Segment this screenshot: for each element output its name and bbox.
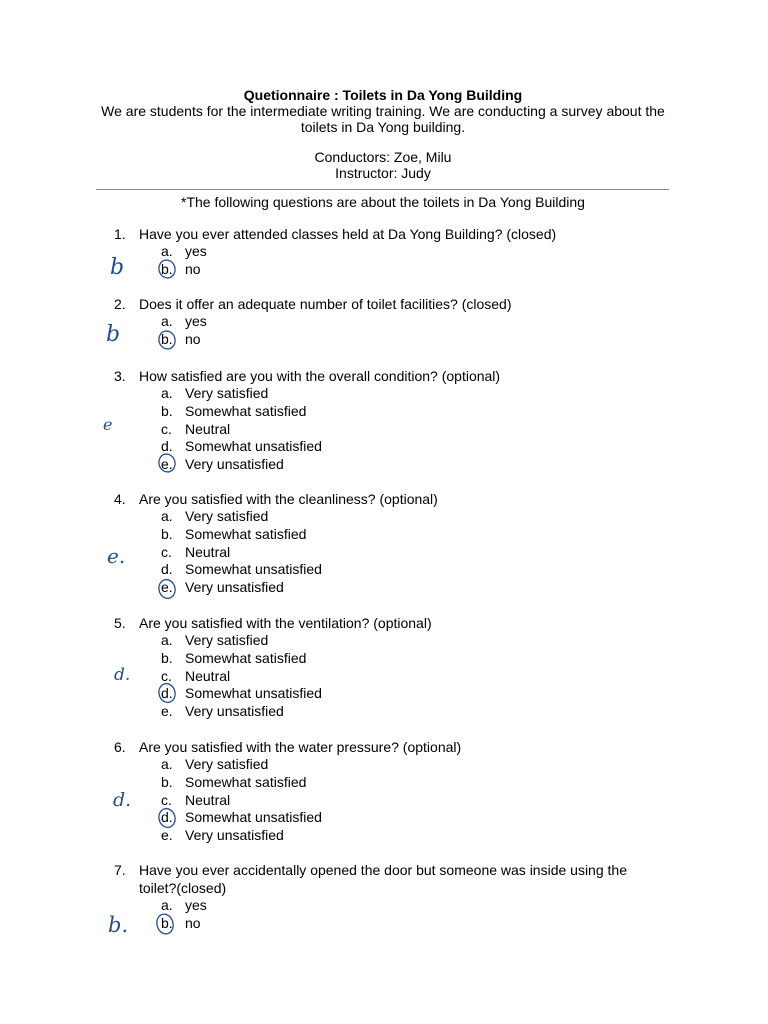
option-text: Very satisfied: [185, 632, 269, 648]
option-text: yes: [185, 243, 207, 259]
option-list: [161, 385, 654, 474]
question-row: [114, 861, 654, 897]
option-text: Somewhat satisfied: [185, 525, 307, 542]
margin-answer-q3: e: [103, 415, 113, 434]
question-text: Are you satisfied with the cleanliness? (optional): [139, 491, 438, 507]
option-letter: c.: [161, 543, 172, 560]
document-title: Quetionnaire : Toilets in Da Yong Building: [243, 87, 523, 103]
option-text: Neutral: [185, 543, 231, 560]
answer-option: [161, 579, 654, 597]
option-text: Somewhat satisfied: [185, 649, 307, 666]
option-text: Neutral: [185, 667, 231, 684]
question-text: Have you ever accidentally opened the door but someone was inside using the toilet?(closed): [139, 862, 627, 896]
option-letter: e.: [161, 827, 173, 844]
option-letter: b.: [161, 649, 173, 666]
answer-option: [161, 809, 654, 827]
option-letter: b.: [161, 260, 173, 277]
option-letter: a.: [161, 385, 173, 401]
margin-answer-q5: d.: [114, 665, 131, 685]
answer-option: [161, 650, 654, 668]
option-text: yes: [185, 897, 207, 913]
answer-option: [161, 897, 654, 915]
question-6: [114, 738, 654, 845]
question-7: [114, 861, 654, 933]
option-text: Somewhat unsatisfied: [185, 561, 322, 578]
option-letter: a.: [161, 313, 173, 329]
option-text: Very unsatisfied: [185, 703, 284, 720]
option-text: yes: [185, 313, 207, 329]
option-text: Somewhat unsatisfied: [185, 809, 322, 826]
option-letter: a.: [161, 756, 173, 772]
option-text: Neutral: [185, 420, 231, 437]
question-2: [114, 295, 654, 349]
option-list: [161, 897, 654, 933]
intro-text: We are students for the intermediate writing training. We are conducting a survey about the toilets in Da Yong building.: [101, 103, 665, 135]
option-list: [161, 313, 654, 349]
option-letter: e.: [161, 579, 173, 596]
question-row: [114, 295, 654, 313]
margin-answer-q4: e.: [107, 544, 126, 568]
option-list: [161, 756, 654, 845]
option-letter: b.: [161, 525, 173, 542]
option-text: Very unsatisfied: [185, 456, 284, 473]
option-text: Very satisfied: [185, 385, 269, 401]
question-number: 2.: [114, 296, 126, 312]
margin-answer-q1: b: [110, 255, 125, 280]
margin-answer-q6: d.: [113, 789, 132, 811]
option-text: Somewhat satisfied: [185, 773, 307, 790]
question-number: 6.: [114, 739, 126, 755]
option-letter: c.: [161, 420, 172, 437]
question-text: Have you ever attended classes held at Da Yong Building? (closed): [139, 226, 557, 242]
option-text: Neutral: [185, 791, 231, 808]
option-letter: c.: [161, 667, 172, 684]
option-text: Somewhat satisfied: [185, 402, 307, 419]
margin-answer-q2: b: [106, 322, 121, 347]
answer-option: [161, 774, 654, 792]
answer-option: [161, 561, 654, 579]
question-3: [114, 367, 654, 474]
answer-option: [161, 385, 654, 403]
answer-option: [161, 526, 654, 544]
answer-option: [161, 508, 654, 526]
question-row: [114, 490, 654, 508]
answer-option: [161, 792, 654, 810]
question-row: [114, 367, 654, 385]
question-number: 5.: [114, 615, 126, 631]
answer-option: [161, 668, 654, 686]
answer-option: [161, 403, 654, 421]
margin-answer-q7: b.: [108, 913, 129, 937]
option-list: [161, 508, 654, 597]
option-letter: e.: [161, 703, 173, 720]
answer-option: [161, 827, 654, 845]
option-letter: d.: [161, 438, 173, 455]
conductors-line: Conductors: Zoe, Milu: [314, 149, 452, 165]
answer-option: [161, 313, 654, 331]
section-note: *The following questions are about the toilets in Da Yong Building: [181, 194, 585, 210]
option-text: Very satisfied: [185, 508, 269, 524]
option-text: Very satisfied: [185, 756, 269, 772]
option-text: Very unsatisfied: [185, 579, 284, 596]
option-letter: b.: [161, 773, 173, 790]
option-letter: e.: [161, 456, 173, 473]
question-4: [114, 490, 654, 597]
answer-option: [161, 456, 654, 474]
option-letter: a.: [161, 508, 173, 524]
option-letter: d.: [161, 809, 173, 826]
option-list: [161, 243, 654, 279]
answer-option: [161, 915, 654, 933]
option-letter: c.: [161, 791, 172, 808]
answer-option: [161, 685, 654, 703]
option-text: Somewhat unsatisfied: [185, 438, 322, 455]
answer-option: [161, 544, 654, 562]
option-letter: b.: [161, 914, 173, 931]
question-number: 7.: [114, 862, 126, 878]
answer-option: [161, 243, 654, 261]
option-letter: a.: [161, 632, 173, 648]
question-1: [114, 225, 654, 279]
option-letter: b.: [161, 330, 173, 347]
question-text: Are you satisfied with the ventilation? (optional): [139, 615, 432, 631]
question-text: Are you satisfied with the water pressure? (optional): [139, 739, 462, 755]
question-row: [114, 614, 654, 632]
question-row: [114, 738, 654, 756]
option-letter: d.: [161, 561, 173, 578]
questionnaire-header: [96, 87, 670, 181]
question-5: [114, 614, 654, 721]
answer-option: [161, 632, 654, 650]
question-text: Does it offer an adequate number of toilet facilities? (closed): [139, 296, 512, 312]
option-text: no: [185, 330, 201, 347]
instructor-line: Instructor: Judy: [335, 165, 431, 181]
answer-option: [161, 331, 654, 349]
question-text: How satisfied are you with the overall condition? (optional): [139, 368, 501, 384]
option-letter: a.: [161, 897, 173, 913]
option-letter: d.: [161, 685, 173, 702]
answer-option: [161, 756, 654, 774]
option-letter: a.: [161, 243, 173, 259]
option-list: [161, 632, 654, 721]
option-text: no: [185, 260, 201, 277]
option-text: no: [185, 914, 201, 931]
question-row: [114, 225, 654, 243]
question-number: 4.: [114, 491, 126, 507]
question-number: 1.: [114, 226, 126, 242]
answer-option: [161, 261, 654, 279]
divider: [96, 189, 669, 190]
option-letter: b.: [161, 402, 173, 419]
answer-option: [161, 438, 654, 456]
option-text: Somewhat unsatisfied: [185, 685, 322, 702]
question-number: 3.: [114, 368, 126, 384]
answer-option: [161, 421, 654, 439]
option-text: Very unsatisfied: [185, 827, 284, 844]
answer-option: [161, 703, 654, 721]
